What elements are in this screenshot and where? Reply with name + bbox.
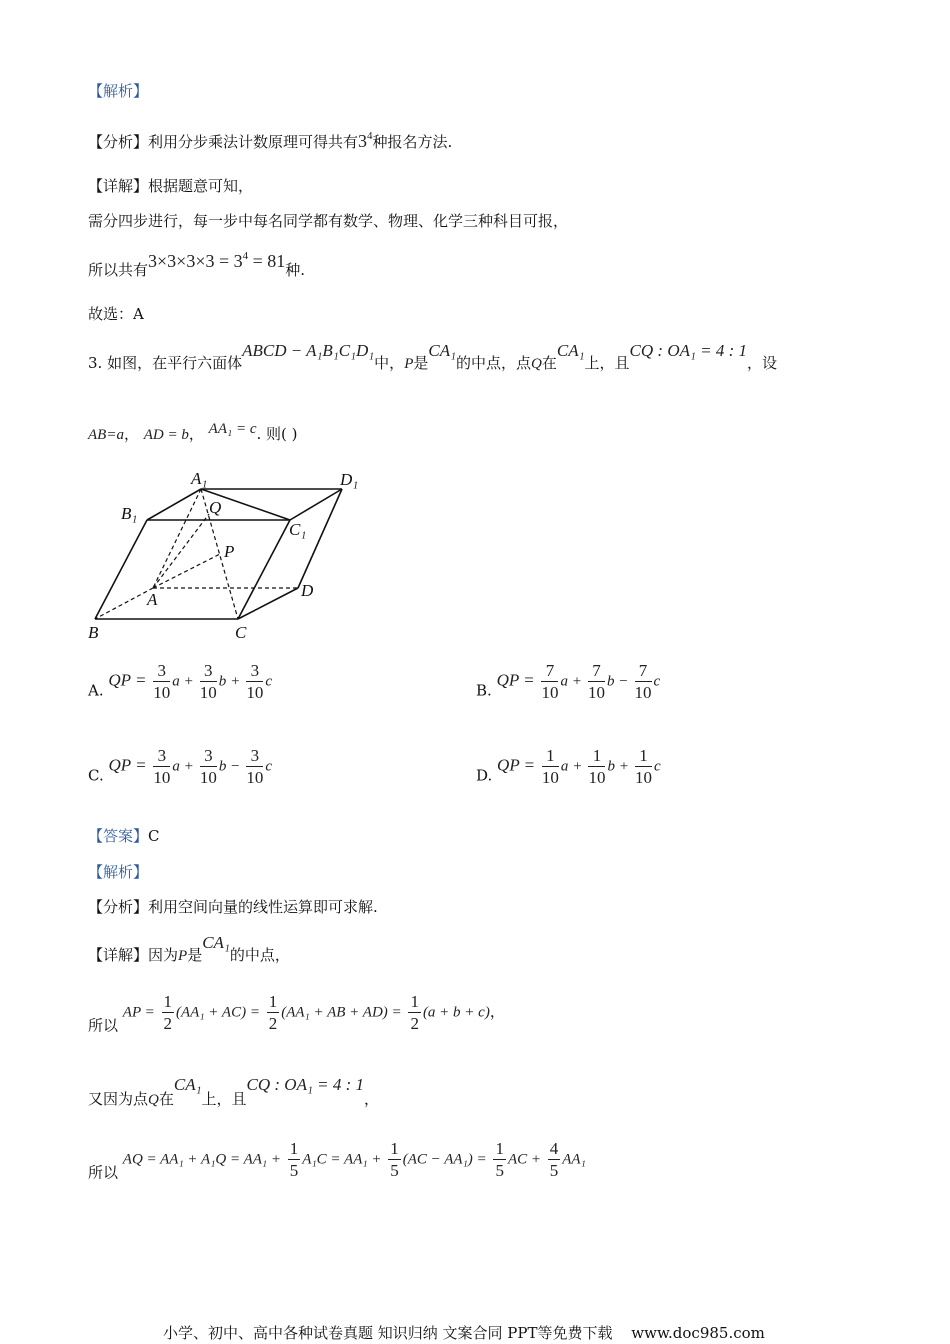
option-d-d2: 10	[634, 768, 652, 787]
aq-fourfifth-n: 4	[549, 1139, 559, 1158]
you-comma: ，	[364, 1090, 380, 1108]
option-b-n2: 7	[635, 662, 652, 682]
aq-suoyi: 所以	[88, 1163, 119, 1182]
option-c-d2: 10	[246, 768, 264, 787]
aq-2: A₁C = AA₁ +	[302, 1151, 382, 1168]
q3-sep2: ，	[188, 425, 204, 443]
option-b-label: B.	[476, 681, 492, 700]
ap-comma: ，	[489, 1002, 505, 1021]
aq-fourfifth-d: 5	[549, 1161, 559, 1180]
label-d1: D₁	[340, 470, 359, 489]
option-c-n2: 3	[246, 747, 263, 767]
answer-xiangjie-t2: 是	[187, 946, 203, 964]
q3-ca1: CA₁	[428, 341, 457, 360]
you-ca1: CA₁	[173, 1075, 202, 1094]
option-a-n0: 3	[153, 662, 170, 682]
step-line: 需分四步进行，每一步中每名同学都有数学、物理、化学三种科目可报，	[88, 212, 569, 230]
option-a[interactable]	[88, 662, 272, 701]
option-b-d2: 10	[634, 683, 652, 702]
q3-aa1: AA₁ = c	[208, 421, 257, 437]
ap-half-n3: 1	[410, 992, 419, 1011]
option-d-label: D.	[476, 766, 493, 785]
q3-ca1b: CA₁	[556, 341, 585, 360]
option-a-n2: 3	[246, 662, 263, 682]
answer-fenxi	[88, 900, 378, 915]
answer-jiexi-tag: 【解析】	[88, 863, 149, 881]
q3-q: Q	[531, 356, 542, 372]
edge-b1-b	[95, 520, 147, 619]
xiangjie-text: 根据题意可知，	[148, 177, 254, 195]
ap-half-n1: 1	[163, 992, 173, 1011]
label-q: Q	[209, 498, 222, 517]
answer-p: P	[178, 948, 188, 964]
count-suffix: 种.	[285, 261, 306, 279]
ap-half-d3: 2	[410, 1014, 419, 1033]
option-a-d0: 10	[153, 683, 171, 702]
xiangjie-line	[88, 179, 253, 194]
jiexi-tag: 【解析】	[88, 82, 149, 100]
option-c-n1: 3	[200, 747, 217, 767]
option-c-d1: 10	[199, 768, 217, 787]
option-b-d1: 10	[587, 683, 605, 702]
option-d-d0: 10	[541, 768, 559, 787]
option-a-op1: +	[231, 673, 240, 690]
aq-1: AQ = AA₁ + A₁Q = AA₁ +	[122, 1151, 282, 1168]
answer-row	[88, 829, 160, 844]
option-c-op0: +	[184, 758, 194, 775]
count-math2: = 81	[248, 251, 286, 271]
aq-3: (AC − AA₁) =	[402, 1151, 487, 1168]
ap-lhs: AP =	[122, 1004, 155, 1021]
option-d-n1: 1	[588, 747, 605, 767]
seg-a-q	[153, 514, 209, 588]
q3-p: P	[404, 356, 414, 372]
option-d-n0: 1	[542, 747, 559, 767]
option-c-var1: b	[218, 758, 227, 775]
answer-fenxi-tag: 【分析】	[88, 898, 149, 916]
option-c-var0: a	[172, 758, 180, 775]
option-b-op0: +	[572, 673, 582, 690]
option-d-lhs: QP =	[497, 755, 536, 775]
label-c: C	[235, 623, 247, 642]
option-d-n2: 1	[635, 747, 652, 767]
option-b-d0: 10	[541, 683, 559, 702]
q3-ratio: CQ : OA₁ = 4 : 1	[629, 341, 748, 360]
q3-t1: 中，	[374, 354, 405, 372]
q3-solid: ABCD − A₁B₁C₁D₁	[242, 341, 375, 360]
option-b-lhs: QP =	[496, 670, 535, 690]
aq-fifth-n2: 1	[390, 1139, 399, 1158]
option-d-op1: +	[619, 758, 629, 775]
label-a: A	[147, 590, 158, 609]
answer-line: 故选：A	[88, 305, 144, 323]
option-b-n1: 7	[588, 662, 605, 682]
parallelepiped-figure	[80, 468, 380, 648]
fenxi-line	[88, 131, 452, 150]
answer-xiangjie-t1: 因为	[148, 946, 179, 964]
you-q: Q	[148, 1092, 159, 1108]
option-b-n0: 7	[541, 662, 558, 682]
count-line	[88, 251, 305, 278]
fenxi-math: 3	[358, 131, 368, 151]
option-a-op0: +	[184, 673, 193, 690]
q-position-line	[88, 1076, 379, 1108]
answer-xiangjie	[88, 934, 290, 964]
aq-fifth-n3: 1	[495, 1139, 504, 1158]
q3-then: . 则( )	[256, 425, 298, 443]
footer	[163, 1326, 765, 1341]
option-d-op0: +	[573, 758, 582, 775]
answer-fenxi-text: 利用空间向量的线性运算即可求解.	[148, 898, 378, 916]
aq-equation	[88, 1140, 586, 1181]
option-c-label: C.	[88, 766, 104, 785]
count-exp: 4	[242, 250, 249, 262]
option-d-d1: 10	[588, 768, 606, 787]
question-3-stem	[88, 342, 777, 372]
option-c-d0: 10	[153, 768, 171, 787]
aq-5: AA₁	[562, 1151, 586, 1168]
option-a-label: A.	[88, 681, 104, 700]
option-b-var1: b	[606, 673, 615, 690]
q3-t3: 的中点，点	[456, 354, 532, 372]
label-d: D	[301, 581, 314, 600]
q3-t5: 上，且	[584, 354, 630, 372]
option-a-var0: a	[172, 673, 180, 690]
answer-xiangjie-tag: 【详解】	[88, 946, 149, 964]
label-b: B	[88, 623, 99, 642]
seg-a-p	[153, 554, 220, 588]
q3-sep1: ，	[123, 425, 139, 443]
answer-value: C	[148, 827, 160, 845]
label-p: P	[224, 542, 235, 561]
option-a-d1: 10	[199, 683, 217, 702]
edge-d1-c1	[290, 489, 342, 520]
ap-suoyi: 所以	[88, 1016, 119, 1035]
option-d-var1: b	[607, 758, 615, 775]
q3-ad: AD = b	[143, 427, 189, 443]
option-c-n0: 3	[153, 747, 170, 767]
label-a1: A₁	[191, 469, 208, 488]
option-a-var1: b	[218, 673, 227, 690]
you-t2: 在	[158, 1090, 174, 1108]
answer-xiangjie-t3: 的中点，	[229, 946, 290, 964]
ap-half-d2: 2	[268, 1014, 278, 1033]
option-b-var2: c	[653, 673, 661, 690]
option-a-d2: 10	[246, 683, 264, 702]
fenxi-text: 利用分步乘法计数原理可得共有	[148, 133, 359, 151]
q3-number: 3. 如图，在平行六面体	[88, 354, 243, 372]
ap-e3: (a + b + c)	[422, 1004, 490, 1021]
option-a-var2: c	[265, 673, 272, 690]
label-b1: B₁	[121, 504, 138, 523]
ap-equation	[88, 993, 505, 1034]
you-ratio: CQ : OA₁ = 4 : 1	[246, 1075, 365, 1094]
aq-fifth-d3: 5	[495, 1161, 504, 1180]
fenxi-exp: 4	[367, 130, 373, 142]
q3-t6: ，设	[747, 354, 778, 372]
option-b[interactable]	[476, 662, 660, 701]
option-c-op1: −	[231, 758, 240, 775]
count-prefix: 所以共有	[88, 261, 149, 279]
option-b-var0: a	[560, 673, 568, 690]
answer-ca1: CA₁	[202, 933, 230, 952]
count-math: 3×3×3×3 = 3	[148, 251, 243, 271]
aq-fifth-d2: 5	[390, 1161, 399, 1180]
footer-text: 小学、初中、高中各种试卷真题 知识归纳 文案合同 PPT等免费下载	[163, 1324, 613, 1342]
ap-half-n2: 1	[268, 992, 278, 1011]
aq-fifth-n1: 1	[289, 1139, 299, 1158]
ap-e2: (AA₁ + AB + AD) =	[281, 1004, 402, 1021]
answer-tag: 【答案】	[88, 827, 149, 845]
footer-url[interactable]: www.doc985.com	[631, 1324, 765, 1342]
q3-t2: 是	[413, 354, 429, 372]
label-c1: C₁	[289, 520, 307, 539]
option-d-var2: c	[653, 758, 661, 775]
option-d[interactable]	[476, 747, 661, 786]
you-t3: 上，且	[201, 1090, 247, 1108]
option-c[interactable]	[88, 747, 272, 786]
option-c-var2: c	[265, 758, 273, 775]
option-d-var0: a	[560, 758, 569, 775]
edge-a1-a	[153, 489, 201, 588]
question-3-vectors	[88, 422, 298, 443]
option-b-op1: −	[619, 673, 628, 690]
option-a-lhs: QP =	[108, 670, 147, 690]
option-a-n1: 3	[200, 662, 217, 682]
aq-fifth-d1: 5	[289, 1161, 299, 1180]
edge-c1-c	[238, 520, 290, 619]
ap-e1: (AA₁ + AC) =	[176, 1004, 260, 1021]
fenxi-tag: 【分析】	[88, 133, 149, 151]
q3-t4: 在	[541, 354, 557, 372]
ap-half-d1: 2	[163, 1014, 173, 1033]
aq-4: AC +	[507, 1151, 541, 1168]
xiangjie-tag: 【详解】	[88, 177, 149, 195]
q3-ab: AB=a	[88, 427, 124, 443]
fenxi-tail: 种报名方法.	[372, 133, 453, 151]
option-c-lhs: QP =	[108, 755, 147, 775]
you-t1: 又因为点	[88, 1090, 149, 1108]
